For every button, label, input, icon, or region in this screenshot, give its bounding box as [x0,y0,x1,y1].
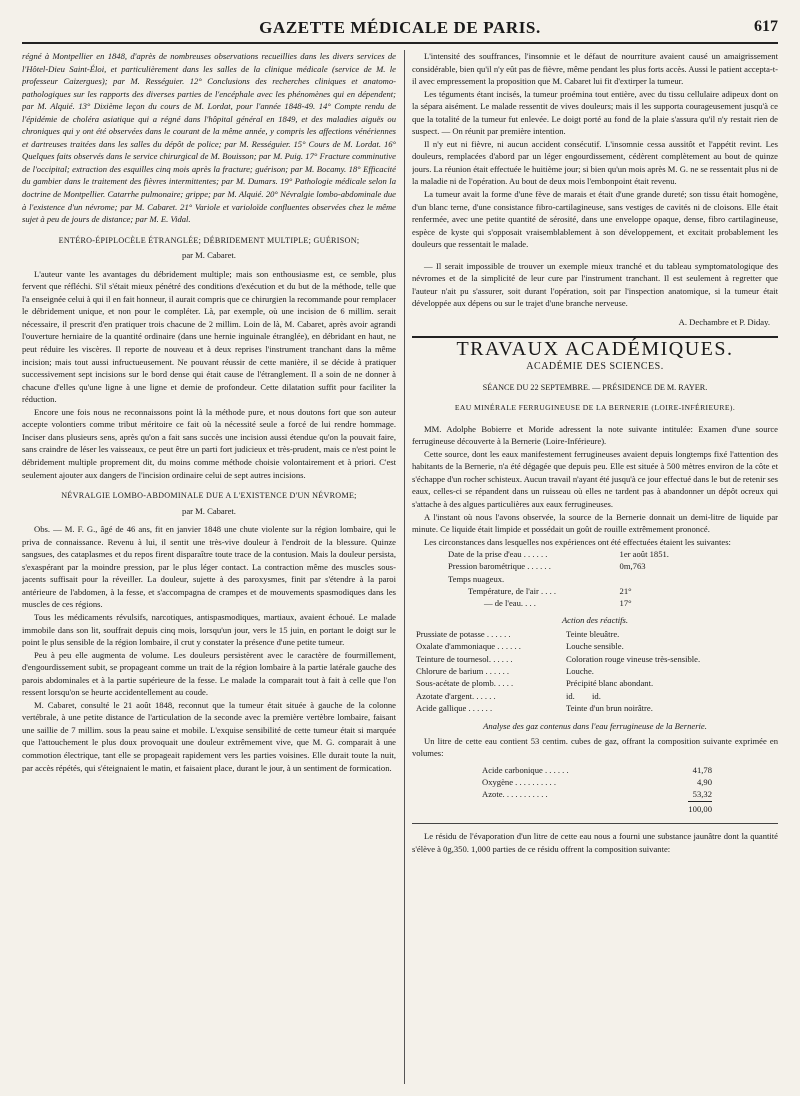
section-title: TRAVAUX ACADÉMIQUES. [456,338,734,361]
table-row [416,702,776,714]
table-cell: Louche. [566,666,594,677]
gaz-table [482,764,712,815]
article-byline: par M. Cabaret. [182,505,236,516]
table-cell: Temps nuageux. [448,573,505,584]
table-row [448,560,698,572]
right-column [412,50,778,1084]
paragraph: — Il serait impossible de trouver un exemple mieux tranché et du tableau symptomatologique des névromes et de la simplicité de leur cure par l'instrument tranchant. Il est seulement à regretter que l'auteur n'ait pu s'assurer, soit durant l'opération, soit par l'inspection anatomique, si la tumeur était développée aux dépens ou sur le trajet d'une branche nerveuse. [412,260,778,309]
paragraph: Il n'y eut ni fièvre, ni aucun accident consécutif. L'insomnie cessa aussitôt et l'appétit revint. Les douleurs, remplacées d'abord par un léger engourdissement, cédèrent complètement au bout de quinze jours. La réunion était effectuée le huitième jour; si bien qu'un mois après M. G. ne se ressentait plus ni de la maladie ni de l'opération. Au bout de deux mois l'embonpoint était revenu. [412,138,778,187]
paragraph: Un litre de cette eau contient 53 centim. cubes de gaz, offrant la composition suivante exprimée en volumes: [412,735,778,759]
table-cell: Pression barométrique . . . . . . [448,561,551,572]
paragraph: MM. Adolphe Bobierre et Moride adressent la note suivante intitulée: Examen d'une source ferrugineuse découverte à la Bernerie (Loire-Inférieure). [412,423,778,447]
table-cell: Oxalate d'ammoniaque . . . . . . [416,641,521,652]
table-row [416,690,776,702]
table-cell: Acide gallique . . . . . . [416,702,493,713]
table-cell: Teinte bleuâtre. [566,629,620,640]
table-row [448,573,698,585]
table-cell: 17° [619,598,632,609]
article-heading: ENTÉRO-ÉPIPLOCÈLE ÉTRANGLÉE; DÉBRIDEMENT MULTIPLE; GUÉRISON; [58,235,360,245]
table-cell: 0m,763 [619,561,646,572]
reactifs-title: Action des réactifs. [561,614,629,625]
academy-title: ACADÉMIE DES SCIENCES. [526,361,664,373]
table-row [416,628,776,640]
table-row [482,764,712,776]
table-cell: Sous-acétate de plomb. . . . . [416,678,514,689]
divider [412,823,778,824]
table-cell: 21° [619,586,632,597]
table-cell: Coloration rouge vineuse très-sensible. [566,653,701,664]
table-cell: Teinte d'un brun noirâtre. [566,702,653,713]
table-cell: 53,32 [692,789,712,800]
seance-line: SÉANCE DU 22 SEPTEMBRE. — PRÉSIDENCE DE M. RAYER. [482,382,708,392]
paragraph: Les téguments étant incisés, la tumeur proémina tout entière, avec du tissu cellulaire adipeux dont on la sépara aisément. Le malade ressentit de vives douleurs; mais il les supporta courageusement jusqu'à ce que la totalité de la tumeur fut enlevée. Le doigt porté au fond de la plaie s'assura qu'il n'y restait rien de suspect. — On réunit par première intention. [412,88,778,137]
column-divider [404,50,405,1084]
paragraph: La tumeur avait la forme d'une fève de marais et était d'une grande dureté; son tissu était homogène, d'un blanc terne, d'une consistance fibro-cartilagineuse, sans vestiges de cavités ni de cloisons. Elle était renfermée, avec une petite quantité de sérosité, dans une enveloppe opaque, dense, fibro cartilagineuse, espèce de kyste qui s'opposait vraisemblablement à son développement, et excitait probablement les douleurs que ressentait le malade. [412,189,778,250]
table-cell: Azote. . . . . . . . . . . [482,789,548,800]
paragraph: Obs. — M. F. G., âgé de 46 ans, fit en janvier 1848 une chute violente sur la région lombaire, qui le priva de connaissance. Revenu à lui, il sentit une très-vive douleur à l'endroit de la blessure. Quinze sangsues, des cataplasmes et du repos firent disparaître toute trace de la contusion. Mais la douleur persista, s'exaspérant par la moindre pression, par le plus léger contact. La contraction même des muscles sous-jacents suffisait pour la réveiller. La douleur, sujette à des paroxysmes, finit par s'étendre à la paroi antérieure de l'abdomen, à la fesse, et s'accompagna de crampes et de mouvements spasmodiques dans les muscles de ces régions. [22,524,396,610]
paragraph: L'intensité des souffrances, l'insomnie et le défaut de nourriture avaient causé un amaigrissement considérable, bien qu'il n'y eût pas de fièvre, même pendant les plus forts accès. Aussi le patient accepta-t-il avec empressement la proposition que M. Cabaret lui fit d'extirper la tumeur. [412,51,778,87]
table-cell: Précipité blanc abondant. [566,678,654,689]
table-row [448,585,698,597]
table-row [416,640,776,652]
page-header [22,14,778,44]
article-byline: par M. Cabaret. [182,250,236,261]
table-cell: Température, de l'air . . . . [468,586,557,597]
table-row [448,597,698,609]
paragraph: Peu à peu elle augmenta de volume. Les douleurs persistèrent avec le caractère de fourmillement, d'engourdissement subit, se propageant comme un trait de la région lombaire à la partie latérale gauche des parois abdominales et à la partie supérieure de la fesse. Le malade la comparait tout à fait à celle que l'on ressent lorsqu'on se heurte accidentellement au coude. [22,649,396,698]
table-cell: — de l'eau. . . . [484,598,536,609]
table-row [482,776,712,788]
table-cell: 1er août 1851. [619,549,669,560]
table-cell: Louche sensible. [566,641,624,652]
paragraph: Cette source, dont les eaux manifestement ferrugineuses avaient depuis longtemps fixé l'attention des habitants de la Bernerie, n'a été dégagée que depuis peu. Elle est située à 500 mètres environ de la côte et s'échappe d'un rocher schisteux. Aucun travail n'ayant été jusqu'à ce jour effectué dans le but de retenir ses eaux, celles-ci se répandent dans un ruisseau où elles ne tardent pas à abandonner un dépôt ocreux qui s'attache à des algues particulières aux eaux ferrugineuses. [412,448,778,509]
article-signature: A. Dechambre et P. Diday. [678,316,770,327]
table-cell: 4,90 [696,777,712,788]
table-row [448,548,698,560]
topic-heading: EAU MINÉRALE FERRUGINEUSE DE LA BERNERIE (LOIRE-INFÉRIEURE). [454,403,736,413]
paragraph: M. Cabaret, consulté le 21 août 1848, reconnut que la tumeur était située à gauche de la colonne vertébrale, à une petite distance de l'articulation de la seconde avec la première vertèbre lombaire, faisant une saillie de 7 millim. sous la peau saine et mobile. L'exquise sensibilité de cette tumeur était si marquée que l'attouchement le plus doux provoquait une douleur extrêmement vive, que M. G. comparait à une commotion électrique, tant elle se propageait rapidement vers les parties voisines. Elle durait toute la nuit, par accès répétés, qui s'éteignaient le matin, et faisaient place, durant le jour, à un sentiment de formication. [22,699,396,773]
table-cell: Oxygène . . . . . . . . . . [482,777,556,788]
table-cell: 41,78 [692,764,712,775]
table-row [416,677,776,689]
paragraph: Tous les médicaments révulsifs, narcotiques, antispasmodiques, martiaux, avaient échoué. Le malade immobile dans son lit, souffrait depuis cinq mois, lorsqu'un jour, vers le 15 juin, en portant le doigt sur le point le plus sensible de la région lombaire, il crut y constater la présence d'une petite tumeur. [22,611,396,648]
table-cell: Azotate d'argent. . . . . . [416,690,496,701]
reactifs-table [416,628,776,714]
gaz-title: Analyse des gaz contenus dans l'eau ferrugineuse de la Bernerie. [483,721,707,732]
table-cell: Prussiate de potasse . . . . . . [416,629,511,640]
table-row [482,788,712,800]
table-cell: Date de la prise d'eau . . . . . . [448,549,548,560]
table-row [416,665,776,677]
table-cell: id. id. [566,690,601,701]
table-row [416,653,776,665]
table-cell: Acide carbonique . . . . . . [482,764,569,775]
paragraph: Le résidu de l'évaporation d'un litre de cette eau nous a fourni une substance jaunâtre dont la quantité s'élève à 0g,350. 1,000 parties de ce résidu offrent la composition suivante: [412,831,778,854]
gaz-total: 100,00 [688,801,712,815]
left-column [22,50,396,1084]
page-number: 617 [754,18,778,35]
table-cell: Teinture de tournesol. . . . . . [416,653,513,664]
paragraph: régné à Montpellier en 1848, d'après de nombreuses observations recueillies dans les divers services de l'Hôtel-Dieu Saint-Éloi, et particulièrement dans les salles de la clinique médicale (service de M. le professeur Caizergues); par M. Rességuier. 12° Conclusions des recherches cliniques et anatomo-pathologiques sur les rapports des diverses parties de l'encéphale avec les phénomènes qui en dépendent; par M. Alquié. 13° Dixième leçon du cours de M. Lordat, pour l'année 1848-49. 14° Compte rendu de l'épidémie de choléra asiatique qui a régné dans l'hôpital général en 1849, et des maladies aiguës ou chroniques qui y ont été observées dans le courant de la même année, y compris les affections vénériennes et dartreuses traitées dans les salles du dépôt de police; par M. Rességuier. 15° Cours de M. Lordat. 16° Quelques faits observés dans le service chirurgical de M. Bouisson; par M. Puig. 17° Fracture comminutive de l'occipital; extraction des esquilles cinq mois après la fracture; guérison; par M. Bocamy. 18° Efficacité du gambier dans le traitement des fièvres intermittentes; par M. Dumars. 19° Pathologie médicale selon la doctrine de Montpellier. Catarrhe pulmonaire; grippe; par M. Alquié. 20° Névralgie lombo-abdominale due à l'existence d'un névrome; par M. Cabaret. 21° Variole et varioloïde confluentes observées chez le même sujet à peu de jours de distance; par M. E. Vidal. [22,51,396,225]
paragraph: A l'instant où nous l'avons observée, la source de la Bernerie donnait un demi-litre de liquide par minute. Ce liquide était limpide et possédait un goût de rouille extrêmement prononcé. [412,511,778,535]
paragraph: Les circonstances dans lesquelles nos expériences ont été effectuées étaient les suivantes: [424,536,731,547]
table-cell [620,573,698,585]
paragraph: L'auteur vante les avantages du débridement multiple; mais son enthousiasme est, ce semble, plus fervent que réfléchi. S'il s'était mieux pénétré des conditions d'exécution et du but de la méthode, telle que l'a enseignée celui à qui il en fait honneur, il aurait compris que ce chirurgien la recommande pour remplacer le débridement unique, et non pour le compléter. Là, par exemple, où une incision de 6 millim. serait nécessaire, il prescrit d'en pratiquer trois chacune de 2 millim. Loin de là, M. Cabaret, après avoir agrandi l'ouverture herniaire de la quantité ordinaire (dans une hernie inguinale étranglée), en débridant en haut, ne peut réduire les viscères. Il reporte de nouveau et à deux reprises l'instrument tranchant dans la même incision; mais tout aussi infructueusement. Ne pouvant réussir de cette manière, il se décide à pratiquer successivement sept incisions sur le bord dense qui était cause de l'étranglement. Il a soin de ne donner à chacune d'elles qu'une ligne à une ligne et demie de profondeur. Cette dilatation suffit pour faciliter la réduction. [22,268,396,405]
conditions-table [448,548,698,609]
paragraph: Encore une fois nous ne reconnaissons point là la méthode pure, et nous doutons fort que son auteur accepte volontiers comme tribut méritoire ce fait où la nécessité seule a forcé de lui rendre hommage. Inciser dans plusieurs sens, après qu'on a fait sans succès une incision aussi étendue qu'on la pouvait faire, sans craindre de léser les vaisseaux, ce peut être un parti fort judicieux et très-prudent, mais ce n'est point le débridement multiple proprement dit, du moins comme méthode choisie volontairement et à priori. C'est seulement ajouter aux dangers de l'incision ordinaire celui de sept autres incisions. [22,406,396,480]
article-heading: NÉVRALGIE LOMBO-ABDOMINALE DUE A L'EXISTENCE D'UN NÉVROME; [61,491,357,501]
journal-title: GAZETTE MÉDICALE DE PARIS. [259,18,541,37]
table-row [482,801,712,815]
table-cell: Chlorure de barium . . . . . . [416,666,510,677]
